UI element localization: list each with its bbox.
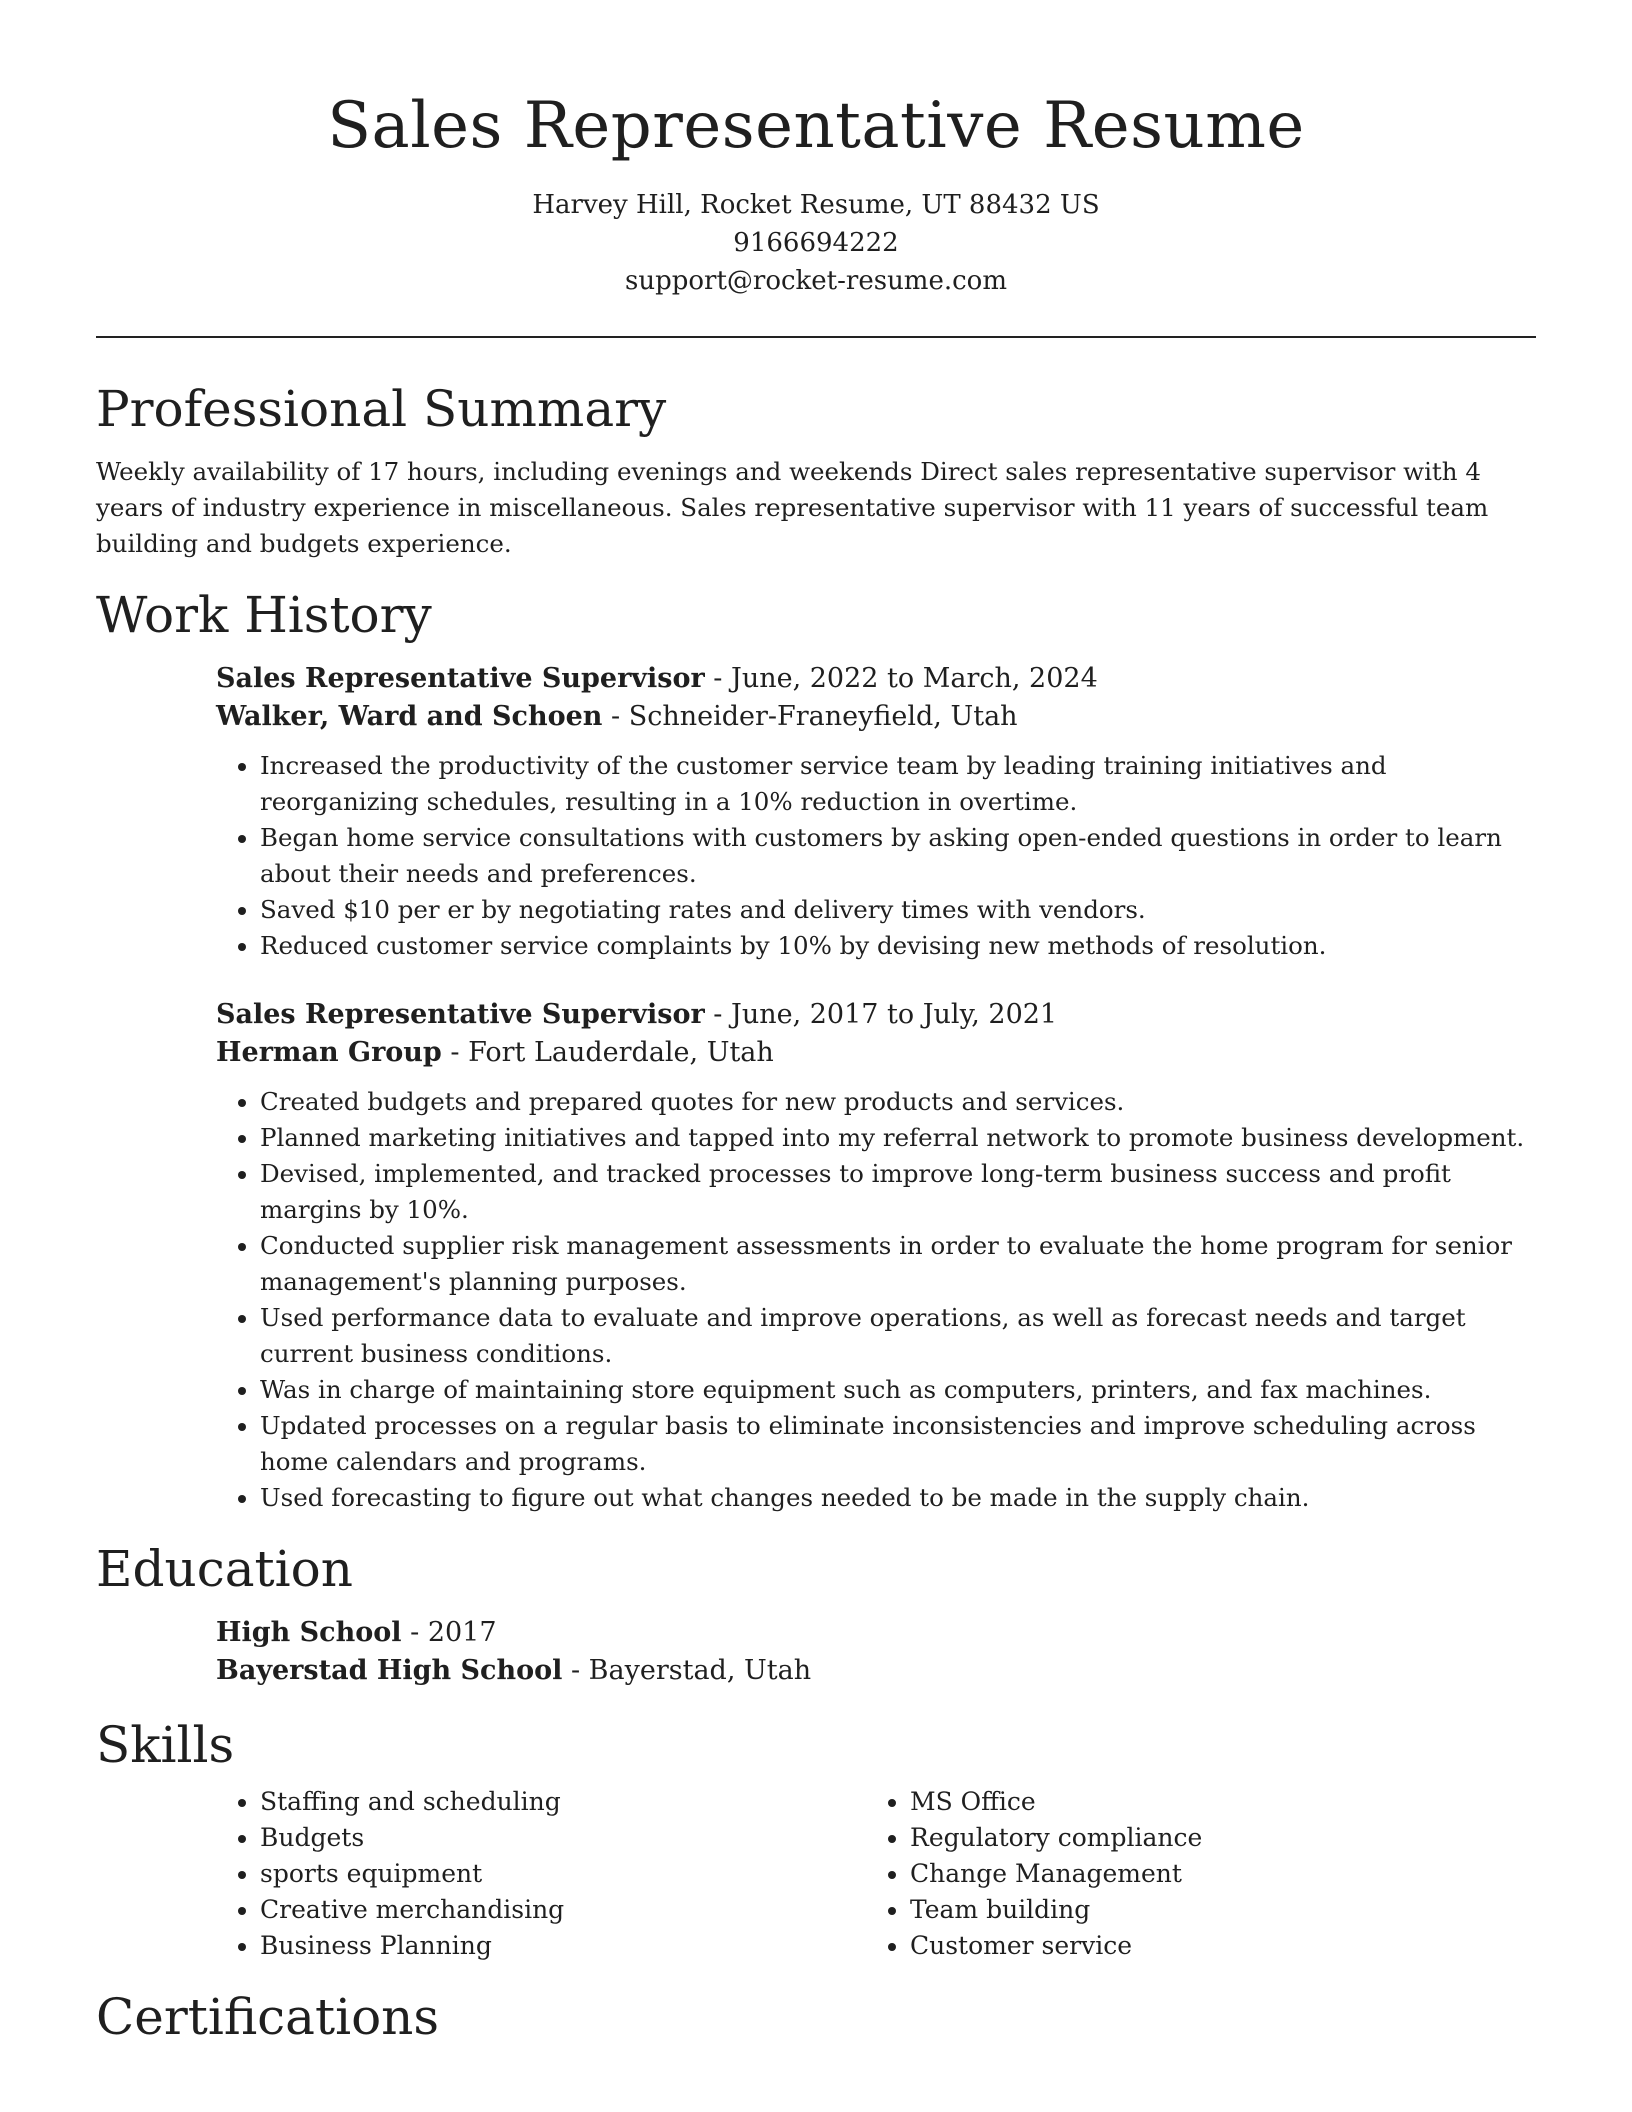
skills-list <box>866 1784 1516 1964</box>
job-dates: - June, 2017 to July, 2021 <box>704 999 1058 1030</box>
skills-section <box>96 1714 1536 1964</box>
job-title-line <box>216 660 1536 698</box>
summary-section <box>96 378 1536 562</box>
education-location: - Bayerstad, Utah <box>562 1655 812 1686</box>
job-company: Walker, Ward and Schoen <box>216 701 603 732</box>
job-title-line <box>216 996 1536 1034</box>
job-bullet: • Planned marketing initiatives and tapped into my referral network to promote business development. <box>260 1120 1536 1156</box>
summary-heading: Professional Summary <box>96 380 667 438</box>
resume-title: Sales Representative Resume <box>327 89 1305 163</box>
job-title: Sales Representative Supervisor <box>216 663 705 694</box>
education-degree-line <box>216 1614 1536 1652</box>
job-org-line <box>216 1034 1536 1072</box>
work-history-section <box>96 584 1536 1516</box>
job-entry <box>216 660 1536 964</box>
job-bullet: • Devised, implemented, and tracked processes to improve long-term business success and profit margins by 10%. <box>260 1156 1536 1228</box>
header-divider <box>96 336 1536 338</box>
job-bullet: • Updated processes on a regular basis to eliminate inconsistencies and improve scheduling across home calendars and programs. <box>260 1408 1536 1480</box>
education-section <box>96 1538 1536 1690</box>
work-history-heading: Work History <box>96 586 432 644</box>
job-bullet: • Increased the productivity of the customer service team by leading training initiatives and reorganizing schedules, resulting in a 10% reduction in overtime. <box>260 748 1536 820</box>
job-bullet: • Was in charge of maintaining store equipment such as computers, printers, and fax machines. <box>260 1372 1536 1408</box>
contact-info <box>96 186 1536 300</box>
resume-page <box>96 0 1536 2048</box>
certifications-section <box>96 1986 1536 2048</box>
job-bullet: • Reduced customer service complaints by 10% by devising new methods of resolution. <box>260 928 1536 964</box>
job-location: - Fort Lauderdale, Utah <box>441 1037 774 1068</box>
job-bullet: • Began home service consultations with customers by asking open-ended questions in order to learn about their needs and preferences. <box>260 820 1536 892</box>
skill-item: • Budgets <box>260 1820 866 1856</box>
job-bullets <box>216 748 1536 964</box>
skills-heading: Skills <box>96 1716 235 1774</box>
job-entry <box>216 996 1536 1516</box>
skill-item: • Business Planning <box>260 1928 866 1964</box>
job-bullet: • Saved $10 per er by negotiating rates and delivery times with vendors. <box>260 892 1536 928</box>
certifications-heading: Certifications <box>96 1988 440 2046</box>
skill-item: • Change Management <box>910 1856 1516 1892</box>
education-degree: High School <box>216 1617 402 1648</box>
skill-item: • MS Office <box>910 1784 1516 1820</box>
education-entry <box>216 1614 1536 1690</box>
contact-address: Harvey Hill, Rocket Resume, UT 88432 US <box>532 190 1100 220</box>
education-school-line <box>216 1652 1536 1690</box>
job-bullets <box>216 1084 1536 1516</box>
skills-list <box>216 1784 866 1964</box>
skill-item: • sports equipment <box>260 1856 866 1892</box>
contact-phone: 9166694222 <box>733 228 899 258</box>
job-org-line <box>216 698 1536 736</box>
resume-header <box>96 0 1536 300</box>
education-school: Bayerstad High School <box>216 1655 563 1686</box>
summary-text: Weekly availability of 17 hours, including evenings and weekends Direct sales representative supervisor with 4 years of industry experience in miscellaneous. Sales representative supervisor with 11 years of successful team building and budgets experience. <box>96 457 1489 558</box>
skill-item: • Team building <box>910 1892 1516 1928</box>
job-bullet: • Used performance data to evaluate and improve operations, as well as forecast needs and target current business conditions. <box>260 1300 1536 1372</box>
education-heading: Education <box>96 1540 353 1598</box>
job-company: Herman Group <box>216 1037 442 1068</box>
skill-item: • Regulatory compliance <box>910 1820 1516 1856</box>
skills-column-left <box>216 1784 866 1964</box>
skill-item: • Customer service <box>910 1928 1516 1964</box>
contact-email[interactable]: support@rocket-resume.com <box>624 266 1007 296</box>
job-bullet: • Used forecasting to figure out what changes needed to be made in the supply chain. <box>260 1480 1536 1516</box>
skill-item: • Creative merchandising <box>260 1892 866 1928</box>
job-bullet: • Created budgets and prepared quotes for new products and services. <box>260 1084 1536 1120</box>
skill-item: • Staffing and scheduling <box>260 1784 866 1820</box>
skills-grid <box>216 1784 1536 1964</box>
job-title: Sales Representative Supervisor <box>216 999 705 1030</box>
skills-column-right <box>866 1784 1516 1964</box>
education-year: - 2017 <box>401 1617 497 1648</box>
job-dates: - June, 2022 to March, 2024 <box>704 663 1098 694</box>
job-location: - Schneider-Franeyfield, Utah <box>602 701 1018 732</box>
job-bullet: • Conducted supplier risk management assessments in order to evaluate the home program for senior management's planning purposes. <box>260 1228 1536 1300</box>
